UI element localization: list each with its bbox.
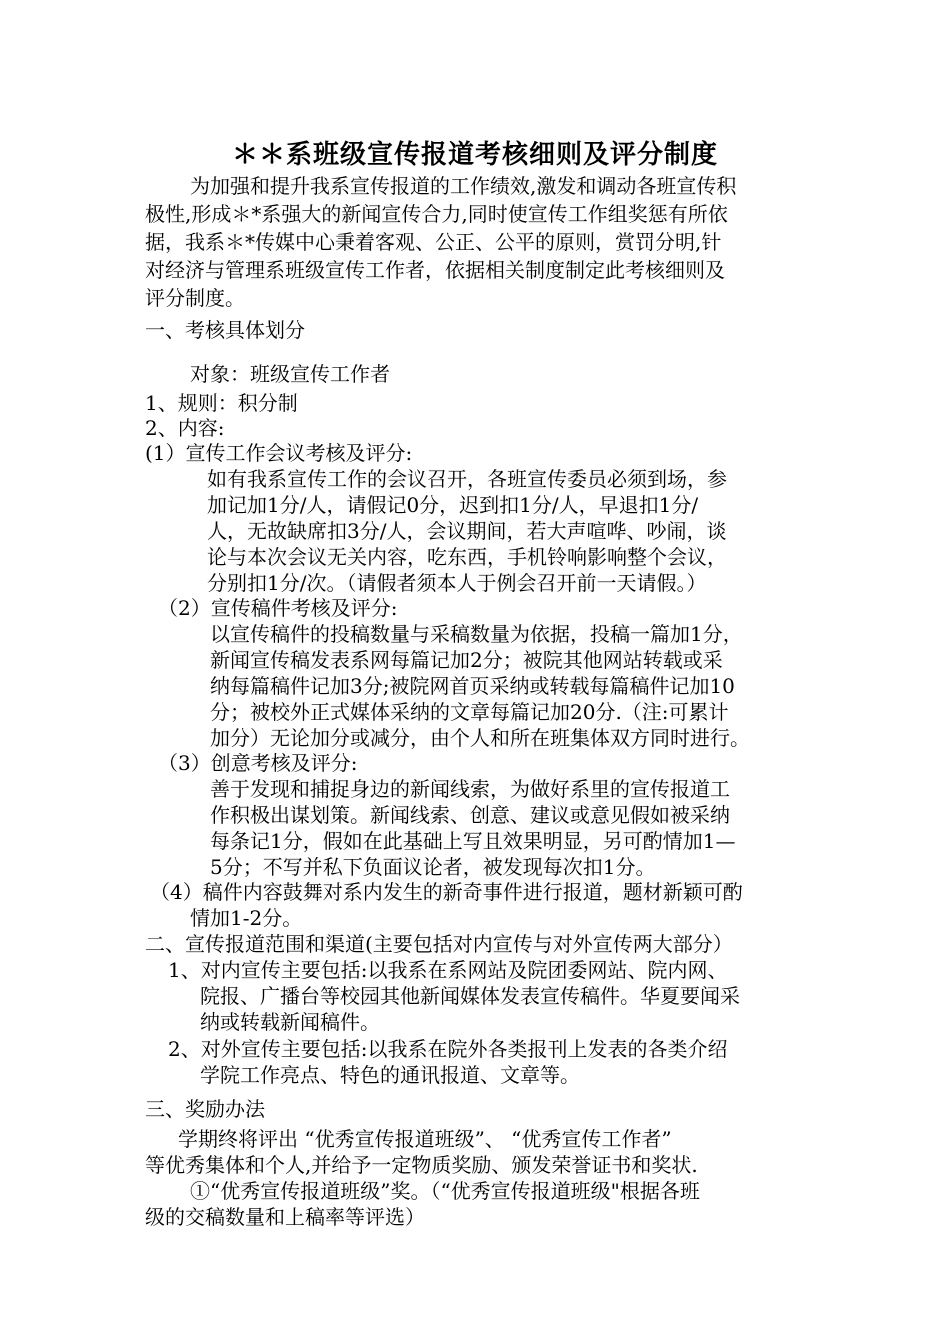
item-3-line-4: 5分；不写并私下负面议论者，被发现每次扣1分。 [210,855,656,879]
item-4-line-1: （4）稿件内容鼓舞对系内发生的新奇事件进行报道，题材新颖可酌 [150,880,743,904]
intro-line-1: 为加强和提升我系宣传报道的工作绩效,激发和调动各班宣传积 [190,174,737,198]
item-2-line-4: 分；被校外正式媒体采纳的文章每篇记加20分.（注:可累计 [210,700,729,724]
item-1-line-5: 分别扣1分/次。（请假者须本人于例会召开前一天请假。） [207,571,707,595]
item-3-line-3: 每条记1分，假如在此基础上写且效果明显，另可酌情加1— [210,829,736,853]
section-heading-1: 一、考核具体划分 [145,318,305,342]
item-3-heading: （3）创意考核及评分: [158,751,358,775]
page-title: ＊＊系班级宣传报道考核细则及评分制度 [231,140,718,170]
item-1-heading: (1）宣传工作会议考核及评分: [145,441,413,465]
item-1-line-2: 加记加1分/人，请假记0分，迟到扣1分/人，早退扣1分/ [207,493,699,517]
content-line: 2、内容: [145,416,225,440]
item-4-line-2: 情加1-2分。 [190,906,303,930]
external-line-2: 学院工作亮点、特色的通讯报道、文章等。 [200,1063,580,1087]
internal-line-2: 院报、广播台等校园其他新闻媒体发表宣传稿件。华夏要闻采 [200,984,740,1008]
reward-line-1: 学期终将评出 “优秀宣传报道班级”、 “优秀宣传工作者” [178,1127,672,1151]
section-heading-2: 二、宣传报道范围和渠道(主要包括对内宣传与对外宣传两大部分） [145,932,733,956]
section-heading-3: 三、奖励办法 [145,1097,265,1121]
internal-line-1: 1、对内宣传主要包括:以我系在系网站及院团委网站、院内网、 [168,958,728,982]
item-2-line-3: 纳每篇稿件记加3分;被院网首页采纳或转载每篇稿件记加10 [210,674,735,698]
target-line: 对象：班级宣传工作者 [190,362,390,386]
item-1-line-4: 论与本次会议无关内容，吃东西，手机铃响影响整个会议， [207,545,727,569]
item-1-line-1: 如有我系宣传工作的会议召开，各班宣传委员必须到场，参 [207,467,727,491]
item-2-line-1: 以宣传稿件的投稿数量与采稿数量为依据，投稿一篇加1分， [210,622,743,646]
reward-line-2: 等优秀集体和个人,并给予一定物质奖励、颁发荣誉证书和奖状. [145,1153,698,1177]
intro-line-2: 极性,形成＊*系强大的新闻宣传合力,同时使宣传工作组奖惩有所依 [145,202,728,226]
reward-line-3: ①“优秀宣传报道班级”奖。（“优秀宣传报道班级"根据各班 [190,1179,700,1203]
intro-line-5: 评分制度。 [145,286,245,310]
rule-line: 1、规则：积分制 [145,391,298,415]
intro-line-3: 据，我系＊*传媒中心秉着客观、公正、公平的原则，赏罚分明,针 [145,230,722,254]
item-3-line-2: 作积极出谋划策。新闻线索、创意、建议或意见假如被采纳 [210,803,730,827]
external-line-1: 2、对外宣传主要包括:以我系在院外各类报刊上发表的各类介绍 [168,1037,728,1061]
intro-line-4: 对经济与管理系班级宣传工作者，依据相关制度制定此考核细则及 [145,258,725,282]
reward-line-4: 级的交稿数量和上稿率等评选） [145,1205,425,1229]
item-2-heading: （2）宣传稿件考核及评分: [158,596,398,620]
item-1-line-3: 人，无故缺席扣3分/人，会议期间，若大声喧哗、吵闹，谈 [207,519,727,543]
item-2-line-2: 新闻宣传稿发表系网每篇记加2分；被院其他网站转载或采 [210,648,723,672]
item-2-line-5: 加分）无论加分或减分，由个人和所在班集体双方同时进行。 [210,726,750,750]
internal-line-3: 纳或转载新闻稿件。 [200,1010,380,1034]
item-3-line-1: 善于发现和捕捉身边的新闻线索，为做好系里的宣传报道工 [210,777,730,801]
